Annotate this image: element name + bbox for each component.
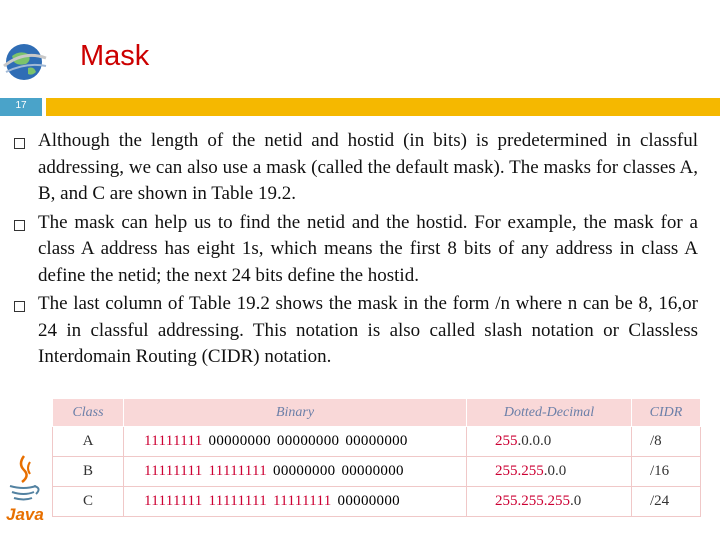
slide-number: 17 (15, 100, 27, 111)
header-binary: Binary (124, 399, 467, 427)
square-bullet-icon (14, 220, 25, 231)
bullet-item (14, 128, 698, 208)
table-row (53, 457, 701, 487)
class-cell: C (53, 487, 124, 517)
class-cell: B (53, 457, 124, 487)
cidr-cell: /8 (632, 427, 701, 457)
bullet-text: The last column of Table 19.2 shows the mask in the form /n where n can be 8, 16,or 24 in classful addressing. This notation is also called slash notation or Classless Interdomain Routing (CIDR) notation. (38, 293, 698, 367)
header-cidr: CIDR (632, 399, 701, 427)
table-row (53, 487, 701, 517)
cidr-cell: /16 (632, 457, 701, 487)
square-bullet-icon (14, 301, 25, 312)
class-cell: A (53, 427, 124, 457)
dotted-decimal-cell: 255.0.0.0 (467, 427, 632, 457)
dotted-decimal-cell: 255.255.0.0 (467, 457, 632, 487)
svg-text:Java: Java (6, 505, 44, 524)
square-bullet-icon (14, 138, 25, 149)
bullet-text: Although the length of the netid and hostid (in bits) is predetermined in classful addressing, we can also use a mask (called the default mask). The masks for classes A, B, and C are shown in Table 19.2. (38, 130, 698, 204)
mask-table (52, 398, 701, 517)
header-dotted-decimal: Dotted-Decimal (467, 399, 632, 427)
accent-bar (46, 98, 720, 116)
binary-cell: 11111111 00000000 00000000 00000000 (124, 427, 467, 457)
header-class: Class (53, 399, 124, 427)
bullet-item (14, 210, 698, 290)
table-row (53, 427, 701, 457)
bullet-item (14, 291, 698, 371)
slide-title: Mask (80, 40, 150, 72)
cidr-cell: /24 (632, 487, 701, 517)
bullet-text: The mask can help us to find the netid and the hostid. For example, the mask for a class A address has eight 1s, which means the first 8 bits of any address in class A define the netid; the next 24 bits define the hostid. (38, 211, 698, 286)
dotted-decimal-cell: 255.255.255.0 (467, 487, 632, 517)
globe-logo-icon (2, 40, 48, 84)
binary-cell: 11111111 11111111 00000000 00000000 (124, 457, 467, 487)
binary-cell: 11111111 11111111 11111111 00000000 (124, 487, 467, 517)
bullet-list (14, 128, 698, 373)
java-logo-icon (4, 452, 44, 524)
